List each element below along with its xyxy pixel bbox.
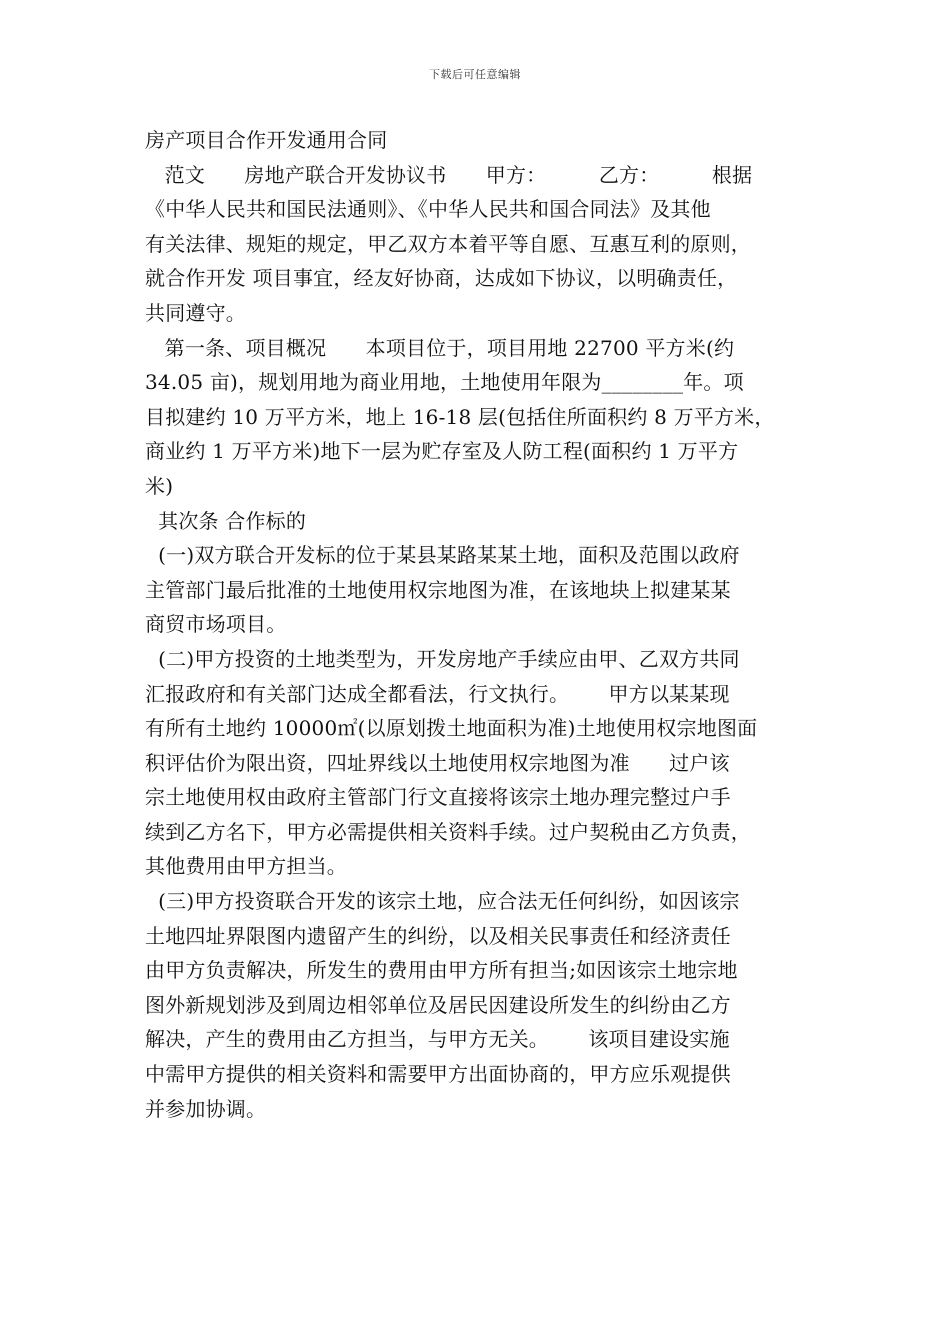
paragraph-line: 商业约 1 万平方米)地下一层为贮存室及人防工程(面积约 1 万平方	[145, 439, 739, 464]
paragraph-line: 汇报政府和有关部门达成全都看法，行文执行。 甲方以某某现	[145, 681, 730, 706]
document-title: 房产项目合作开发通用合同	[145, 128, 388, 152]
paragraph-line: 土地四址界限图内遗留产生的纠纷，以及相关民事责任和经济责任	[145, 923, 731, 948]
paragraph-line: 图外新规划涉及到周边相邻单位及居民因建设所发生的纠纷由乙方	[145, 992, 731, 1017]
paragraph-line: 共同遵守。	[145, 300, 246, 325]
paragraph-line: 主管部门最后批准的土地使用权宗地图为准，在该地块上拟建某某	[145, 577, 731, 602]
paragraph-line: 商贸市场项目。	[145, 612, 287, 637]
paragraph-line: 《中华人民共和国民法通则》、《中华人民共和国合同法》及其他	[145, 197, 711, 222]
paragraph-line: 中需甲方提供的相关资料和需要甲方出面协商的，甲方应乐观提供	[145, 1062, 731, 1087]
document-body	[145, 123, 825, 1126]
section-heading: 其次条 合作标的	[145, 508, 307, 533]
paragraph-line: 范文 房地产联合开发协议书 甲方： 乙方： 根据	[145, 162, 753, 187]
paragraph-line: (一)双方联合开发标的位于某县某路某某土地，面积及范围以政府	[145, 543, 740, 568]
paragraph-line: 米)	[145, 473, 174, 498]
paragraph-line: 第一条、项目概况 本项目位于，项目用地 22700 平方米(约	[145, 335, 735, 360]
paragraph-line: 宗土地使用权由政府主管部门行文直接将该宗土地办理完整过户手	[145, 785, 731, 810]
paragraph-line: 积评估价为限出资，四址界线以土地使用权宗地图为准 过户该	[145, 750, 730, 775]
paragraph-line: 34.05 亩)，规划用地为商业用地，土地使用年限为________年。项	[145, 370, 744, 395]
paragraph-line: 有所有土地约 10000㎡(以原划拨土地面积为准)土地使用权宗地图面	[145, 716, 758, 741]
paragraph-line: 有关法律、规矩的规定，甲乙双方本着平等自愿、互惠互利的原则，	[145, 231, 751, 256]
paragraph-line: 其他费用由甲方担当。	[145, 854, 347, 879]
paragraph-line: 目拟建约 10 万平方米，地上 16-18 层(包括住所面积约 8 万平方米，	[145, 404, 775, 429]
paragraph-line: 解决，产生的费用由乙方担当，与甲方无关。 该项目建设实施	[145, 1027, 730, 1052]
paragraph-line: 并参加协调。	[145, 1096, 267, 1121]
paragraph-line: 续到乙方名下，甲方必需提供相关资料手续。过户契税由乙方负责，	[145, 819, 751, 844]
header-note: 下载后可任意编辑	[429, 68, 521, 81]
paragraph-line: 由甲方负责解决，所发生的费用由甲方所有担当;如因该宗土地宗地	[145, 958, 738, 983]
paragraph-line: 就合作开发 项目事宜，经友好协商，达成如下协议，以明确责任，	[145, 266, 738, 291]
paragraph-line: (二)甲方投资的土地类型为，开发房地产手续应由甲、乙双方共同	[145, 646, 740, 671]
paragraph-line: (三)甲方投资联合开发的该宗土地，应合法无任何纠纷，如因该宗	[145, 889, 740, 914]
